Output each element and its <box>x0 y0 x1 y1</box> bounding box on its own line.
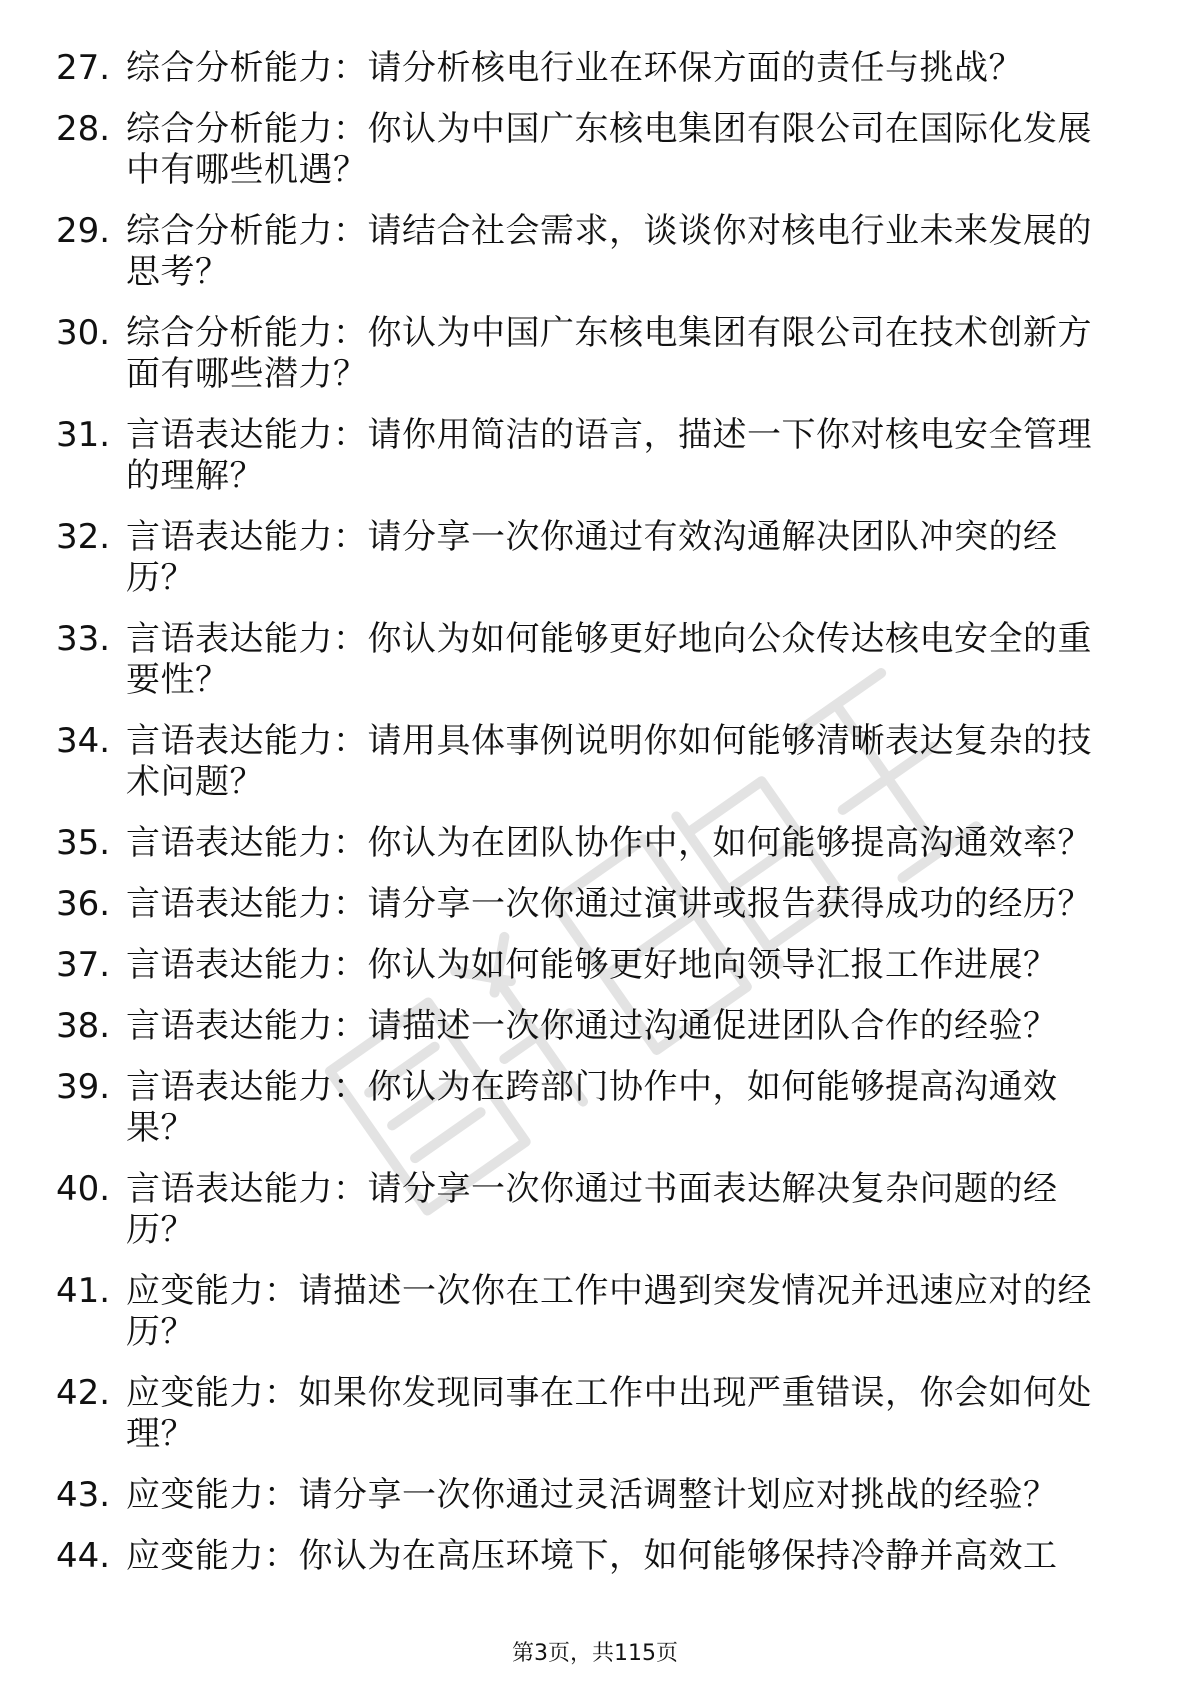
question-text: 综合分析能力：你认为中国广东核电集团有限公司在国际化发展中有哪些机遇？ <box>126 109 1092 190</box>
question-number: 31. <box>56 415 111 455</box>
question-text: 言语表达能力：请描述一次你通过沟通促进团队合作的经验？ <box>126 1006 1058 1046</box>
question-number: 30. <box>56 313 111 353</box>
question-number: 27. <box>56 48 111 88</box>
question-text: 言语表达能力：请分享一次你通过有效沟通解决团队冲突的经历？ <box>126 517 1058 598</box>
question-text: 综合分析能力：请分析核电行业在环保方面的责任与挑战？ <box>126 48 1023 88</box>
question-item <box>0 945 1190 986</box>
question-number: 39. <box>56 1067 111 1107</box>
question-text: 言语表达能力：你认为在团队协作中，如何能够提高沟通效率？ <box>126 823 1092 863</box>
question-text: 言语表达能力：请分享一次你通过书面表达解决复杂问题的经历？ <box>126 1169 1058 1250</box>
question-item <box>0 1271 1190 1353</box>
question-item <box>0 884 1190 925</box>
question-number: 44. <box>56 1536 111 1576</box>
question-number: 38. <box>56 1006 111 1046</box>
question-number: 37. <box>56 945 111 985</box>
question-number: 34. <box>56 721 111 761</box>
question-item <box>0 721 1190 803</box>
question-item <box>0 1536 1190 1577</box>
question-number: 42. <box>56 1373 111 1413</box>
question-number: 43. <box>56 1475 111 1515</box>
question-list <box>0 48 1190 1597</box>
question-item <box>0 211 1190 293</box>
question-item <box>0 1169 1190 1251</box>
question-item <box>0 823 1190 864</box>
question-number: 33. <box>56 619 111 659</box>
question-item <box>0 48 1190 89</box>
question-text: 言语表达能力：你认为如何能够更好地向领导汇报工作进展？ <box>126 945 1058 985</box>
question-text: 应变能力：如果你发现同事在工作中出现严重错误，你会如何处理？ <box>126 1373 1092 1454</box>
question-text: 言语表达能力：请分享一次你通过演讲或报告获得成功的经历？ <box>126 884 1092 924</box>
question-text: 应变能力：请分享一次你通过灵活调整计划应对挑战的经验？ <box>126 1475 1058 1515</box>
question-text: 综合分析能力：请结合社会需求，谈谈你对核电行业未来发展的思考？ <box>126 211 1092 292</box>
question-item <box>0 415 1190 497</box>
page-footer <box>0 1640 1190 1668</box>
question-item <box>0 1067 1190 1149</box>
question-text: 言语表达能力：请你用简洁的语言，描述一下你对核电安全管理的理解？ <box>126 415 1092 496</box>
question-number: 32. <box>56 517 111 557</box>
question-item <box>0 1006 1190 1047</box>
question-item <box>0 517 1190 599</box>
question-number: 29. <box>56 211 111 251</box>
question-number: 41. <box>56 1271 111 1311</box>
question-number: 35. <box>56 823 111 863</box>
page-number-label: 第3页，共115页 <box>512 1641 678 1666</box>
question-number: 28. <box>56 109 111 149</box>
question-text: 言语表达能力：你认为在跨部门协作中，如何能够提高沟通效果？ <box>126 1067 1058 1148</box>
question-item <box>0 1373 1190 1455</box>
question-item <box>0 619 1190 701</box>
question-number: 40. <box>56 1169 111 1209</box>
question-text: 言语表达能力：你认为如何能够更好地向公众传达核电安全的重要性？ <box>126 619 1092 700</box>
question-text: 应变能力：你认为在高压环境下，如何能够保持冷静并高效工 <box>126 1536 1058 1576</box>
question-text: 言语表达能力：请用具体事例说明你如何能够清晰表达复杂的技术问题？ <box>126 721 1092 802</box>
question-text: 应变能力：请描述一次你在工作中遇到突发情况并迅速应对的经历？ <box>126 1271 1092 1352</box>
question-item <box>0 313 1190 395</box>
question-item <box>0 109 1190 191</box>
question-number: 36. <box>56 884 111 924</box>
question-text: 综合分析能力：你认为中国广东核电集团有限公司在技术创新方面有哪些潜力？ <box>126 313 1092 394</box>
question-item <box>0 1475 1190 1516</box>
